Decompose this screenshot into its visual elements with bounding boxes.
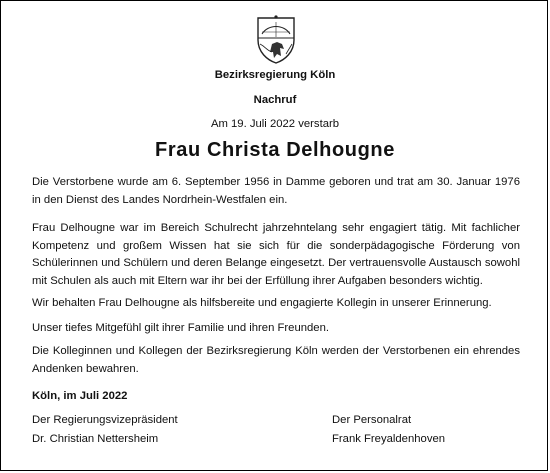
signature-name: Dr. Christian Nettersheim bbox=[32, 433, 159, 445]
nrw-coat-of-arms-icon bbox=[250, 14, 302, 66]
authority-name: Bezirksregierung Köln bbox=[214, 69, 336, 81]
signature-block-right bbox=[332, 411, 445, 449]
paragraph-biography: Die Verstorbene wurde am 6. September 1956 in Damme geboren und trat am 30. Januar 1976 in den Dienst des Landes Nordrhein-Westfalen ein. bbox=[32, 176, 520, 206]
paragraph-memory: Wir behalten Frau Delhougne als hilfsbereite und engagierte Kollegin in unserer Erinnerung. bbox=[32, 297, 492, 309]
notice-type: Nachruf bbox=[253, 94, 297, 106]
paragraph-career: Frau Delhougne war im Bereich Schulrecht jahrzehntelang sehr engagiert tätig. Mit fachlicher Kompetenz und großem Wissen hat sie sich für die sonderpädagogische Förderung von Schülerinnen und Schülern und deren Belange eingesetzt. Der vertrauensvolle Austausch sowohl mit Schulen als auch mit Eltern war ihr bei der Erfüllung ihrer Aufgaben besonders wichtig. bbox=[32, 222, 520, 288]
signature-block-left bbox=[32, 411, 178, 449]
place-date: Köln, im Juli 2022 bbox=[32, 390, 128, 402]
signature-name: Frank Freyaldenhoven bbox=[332, 433, 446, 445]
paragraph-condolence: Unser tiefes Mitgefühl gilt ihrer Familie und ihren Freunden. bbox=[32, 322, 329, 334]
paragraph-remembrance: Die Kolleginnen und Kollegen der Bezirksregierung Köln werden der Verstorbenen ein ehrendes Andenken bewahren. bbox=[32, 345, 520, 375]
death-line: Am 19. Juli 2022 verstarb bbox=[210, 118, 340, 130]
signature-role: Der Personalrat bbox=[332, 414, 412, 426]
signature-role: Der Regierungsvizepräsident bbox=[32, 414, 178, 426]
deceased-name: Frau Christa Delhougne bbox=[155, 139, 395, 161]
